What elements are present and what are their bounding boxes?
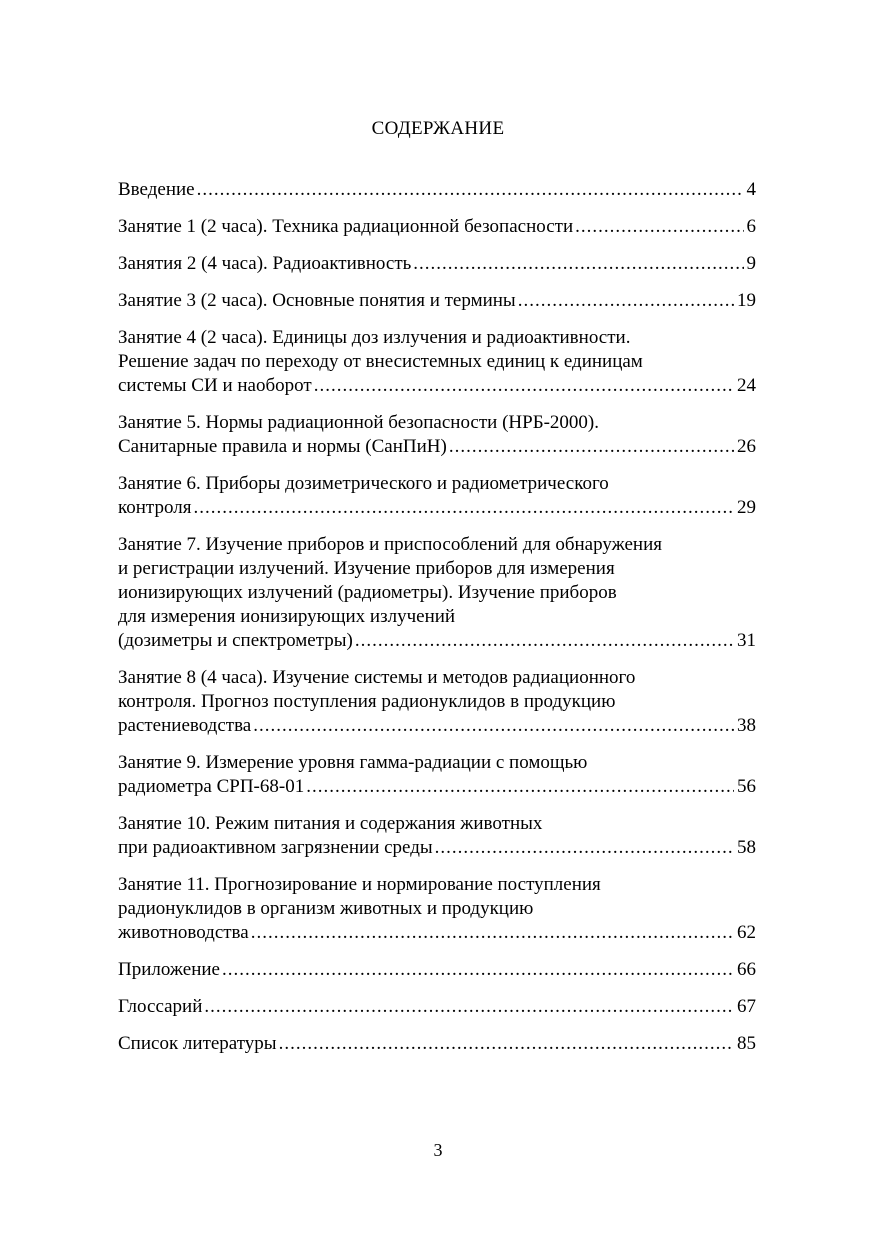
toc-entry-title: Список литературы [118, 1033, 277, 1054]
toc-dot-leader [222, 958, 734, 982]
toc-entry-lesson-1[interactable] [118, 215, 756, 239]
toc-dot-leader [279, 1032, 734, 1056]
toc-entry-line: Занятие 7. Изучение приборов и приспособлений для обнаружения [118, 534, 662, 555]
toc-entry-line: и регистрации излучений. Изучение приборов для измерения [118, 558, 615, 579]
toc-page-number: 29 [737, 497, 756, 518]
toc-entry-title: Занятие 3 (2 часа). Основные понятия и термины [118, 290, 516, 311]
toc-dot-leader [306, 775, 734, 799]
toc-entry-introduction[interactable] [118, 178, 756, 202]
toc-dot-leader [251, 921, 734, 945]
toc-page-number: 6 [746, 216, 756, 237]
toc-entry-title: контроля [118, 497, 192, 518]
toc-dot-leader [193, 496, 734, 520]
table-of-contents [118, 178, 756, 1069]
toc-entry-lesson-5[interactable] [118, 411, 756, 459]
toc-entry-title: радиометра СРП-68-01 [118, 776, 305, 797]
toc-dot-leader [204, 995, 734, 1019]
toc-entry-title: Занятие 1 (2 часа). Техника радиационной безопасности [118, 216, 574, 237]
toc-entry-lesson-8[interactable] [118, 666, 756, 738]
toc-page-number: 26 [737, 436, 756, 457]
toc-entry-appendix[interactable] [118, 958, 756, 982]
toc-entry-line: ионизирующих излучений (радиометры). Изучение приборов [118, 582, 617, 603]
toc-entry-lesson-7[interactable] [118, 533, 756, 653]
toc-entry-title: животноводства [118, 922, 249, 943]
toc-page-number: 58 [737, 837, 756, 858]
toc-entry-lesson-9[interactable] [118, 751, 756, 799]
page-number: 3 [433, 1140, 443, 1160]
toc-entry-references[interactable] [118, 1032, 756, 1056]
toc-entry-title: при радиоактивном загрязнении среды [118, 837, 433, 858]
toc-dot-leader [253, 714, 734, 738]
toc-entry-line: Занятие 6. Приборы дозиметрического и радиометрического [118, 473, 609, 494]
toc-entry-glossary[interactable] [118, 995, 756, 1019]
toc-entry-line: радионуклидов в организм животных и продукцию [118, 898, 534, 919]
toc-entry-title: Глоссарий [118, 996, 203, 1017]
toc-entry-lesson-10[interactable] [118, 812, 756, 860]
toc-entry-lesson-6[interactable] [118, 472, 756, 520]
toc-entry-line: Занятие 9. Измерение уровня гамма-радиации с помощью [118, 752, 588, 773]
toc-entry-lesson-3[interactable] [118, 289, 756, 313]
toc-entry-line: Занятие 11. Прогнозирование и нормирование поступления [118, 874, 601, 895]
toc-entry-line: Занятие 4 (2 часа). Единицы доз излучения и радиоактивности. [118, 327, 631, 348]
toc-dot-leader [197, 178, 744, 202]
toc-entry-line: Решение задач по переходу от внесистемных единиц к единицам [118, 351, 643, 372]
toc-page-number: 9 [746, 253, 756, 274]
toc-page-number: 31 [737, 630, 756, 651]
toc-dot-leader [355, 629, 734, 653]
toc-page-number: 4 [746, 179, 756, 200]
toc-entry-title: Занятия 2 (4 часа). Радиоактивность [118, 253, 412, 274]
toc-entry-lesson-2[interactable] [118, 252, 756, 276]
toc-entry-title: системы СИ и наоборот [118, 375, 312, 396]
toc-page-number: 85 [737, 1033, 756, 1054]
toc-entry-lesson-4[interactable] [118, 326, 756, 398]
toc-dot-leader [435, 836, 734, 860]
toc-entry-title: Введение [118, 179, 195, 200]
toc-dot-leader [575, 215, 743, 239]
toc-page-number: 38 [737, 715, 756, 736]
toc-page-number: 24 [737, 375, 756, 396]
toc-dot-leader [413, 252, 743, 276]
toc-page-number: 19 [737, 290, 756, 311]
toc-entry-line: Занятие 5. Нормы радиационной безопасности (НРБ-2000). [118, 412, 600, 433]
toc-entry-line: Занятие 10. Режим питания и содержания животных [118, 813, 543, 834]
toc-dot-leader [314, 374, 734, 398]
toc-page-number: 62 [737, 922, 756, 943]
toc-page-number: 56 [737, 776, 756, 797]
toc-entry-line: для измерения ионизирующих излучений [118, 606, 456, 627]
toc-dot-leader [449, 435, 734, 459]
toc-entry-line: Занятие 8 (4 часа). Изучение системы и методов радиационного [118, 667, 636, 688]
toc-entry-lesson-11[interactable] [118, 873, 756, 945]
toc-entry-title: Приложение [118, 959, 220, 980]
toc-dot-leader [518, 289, 734, 313]
toc-entry-line: контроля. Прогноз поступления радионуклидов в продукцию [118, 691, 616, 712]
toc-entry-title: Санитарные правила и нормы (СанПиН) [118, 436, 447, 457]
toc-entry-title: (дозиметры и спектрометры) [118, 630, 353, 651]
toc-entry-title: растениеводства [118, 715, 252, 736]
page-title: СОДЕРЖАНИЕ [371, 118, 505, 139]
toc-page-number: 66 [737, 959, 756, 980]
toc-page-number: 67 [737, 996, 756, 1017]
